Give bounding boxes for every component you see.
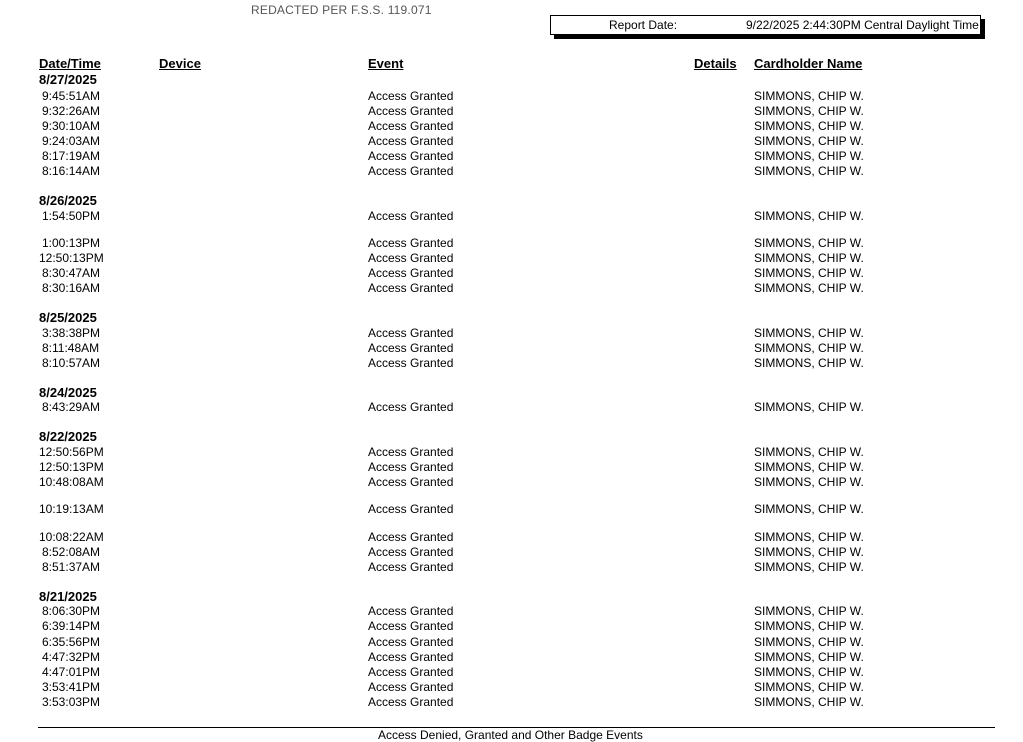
row-time: 10:48:08AM [39,475,104,489]
row-cardholder: SIMMONS, CHIP W. [754,400,864,414]
log-row [0,460,1023,475]
log-row [0,445,1023,460]
log-row [0,104,1023,119]
row-cardholder: SIMMONS, CHIP W. [754,460,864,474]
date-group-heading: 8/24/2025 [39,385,97,400]
log-row [0,530,1023,545]
log-row [0,326,1023,341]
row-event: Access Granted [368,604,454,618]
row-event: Access Granted [368,530,454,544]
log-row [0,665,1023,680]
row-cardholder: SIMMONS, CHIP W. [754,604,864,618]
row-cardholder: SIMMONS, CHIP W. [754,530,864,544]
row-cardholder: SIMMONS, CHIP W. [754,502,864,516]
row-event: Access Granted [368,341,454,355]
footer-text: Access Denied, Granted and Other Badge Events [378,728,643,742]
row-event: Access Granted [368,475,454,489]
row-time: 8:51:37AM [42,560,101,574]
row-time: 3:53:03PM [42,695,101,709]
log-row [0,356,1023,371]
row-event: Access Granted [368,356,454,370]
row-cardholder: SIMMONS, CHIP W. [754,209,864,223]
row-cardholder: SIMMONS, CHIP W. [754,251,864,265]
log-row [0,119,1023,134]
row-cardholder: SIMMONS, CHIP W. [754,326,864,340]
column-header-details: Details [694,56,737,71]
log-row [0,400,1023,415]
row-time: 9:32:26AM [42,104,101,118]
row-cardholder: SIMMONS, CHIP W. [754,281,864,295]
log-row [0,502,1023,517]
report-date-label: Report Date: [609,18,678,32]
row-cardholder: SIMMONS, CHIP W. [754,89,864,103]
row-event: Access Granted [368,281,454,295]
row-time: 4:47:32PM [42,650,101,664]
row-time: 12:50:13PM [39,251,104,265]
row-cardholder: SIMMONS, CHIP W. [754,560,864,574]
row-time: 8:30:16AM [42,281,101,295]
row-time: 10:08:22AM [39,530,104,544]
row-time: 8:30:47AM [42,266,101,280]
row-cardholder: SIMMONS, CHIP W. [754,445,864,459]
row-event: Access Granted [368,502,454,516]
row-time: 3:53:41PM [42,680,101,694]
row-time: 1:00:13PM [42,236,101,250]
row-cardholder: SIMMONS, CHIP W. [754,341,864,355]
log-row [0,164,1023,179]
log-row [0,545,1023,560]
log-row [0,341,1023,356]
row-event: Access Granted [368,326,454,340]
row-cardholder: SIMMONS, CHIP W. [754,475,864,489]
row-cardholder: SIMMONS, CHIP W. [754,356,864,370]
row-time: 8:17:19AM [42,149,101,163]
log-row [0,680,1023,695]
row-cardholder: SIMMONS, CHIP W. [754,619,864,633]
row-time: 4:47:01PM [42,665,101,679]
log-row [0,236,1023,251]
log-row [0,149,1023,164]
log-row [0,281,1023,296]
log-row [0,89,1023,104]
row-cardholder: SIMMONS, CHIP W. [754,134,864,148]
row-event: Access Granted [368,635,454,649]
row-cardholder: SIMMONS, CHIP W. [754,650,864,664]
row-event: Access Granted [368,680,454,694]
row-time: 6:39:14PM [42,619,101,633]
row-time: 9:45:51AM [42,89,101,103]
row-event: Access Granted [368,445,454,459]
row-time: 8:11:48AM [42,341,100,355]
log-row [0,619,1023,634]
date-group-heading: 8/22/2025 [39,429,97,444]
row-cardholder: SIMMONS, CHIP W. [754,149,864,163]
row-event: Access Granted [368,209,454,223]
row-time: 8:16:14AM [42,164,101,178]
date-group-heading: 8/26/2025 [39,193,97,208]
row-event: Access Granted [368,650,454,664]
date-group-heading: 8/21/2025 [39,589,97,604]
row-cardholder: SIMMONS, CHIP W. [754,164,864,178]
row-event: Access Granted [368,545,454,559]
row-time: 3:38:38PM [42,326,101,340]
row-cardholder: SIMMONS, CHIP W. [754,104,864,118]
log-row [0,635,1023,650]
row-time: 6:35:56PM [42,635,101,649]
row-time: 8:52:08AM [42,545,101,559]
row-event: Access Granted [368,695,454,709]
column-header-datetime: Date/Time [39,56,101,71]
row-event: Access Granted [368,164,454,178]
log-row [0,604,1023,619]
date-group-heading: 8/27/2025 [39,72,97,87]
row-event: Access Granted [368,149,454,163]
log-row [0,209,1023,224]
row-time: 8:43:29AM [42,400,101,414]
log-row [0,134,1023,149]
log-row [0,650,1023,665]
redaction-note: REDACTED PER F.S.S. 119.071 [251,3,432,17]
row-event: Access Granted [368,134,454,148]
row-time: 8:10:57AM [42,356,101,370]
date-group-heading: 8/25/2025 [39,310,97,325]
row-event: Access Granted [368,560,454,574]
row-cardholder: SIMMONS, CHIP W. [754,665,864,679]
row-event: Access Granted [368,665,454,679]
row-event: Access Granted [368,400,454,414]
row-time: 9:24:03AM [42,134,101,148]
row-time: 12:50:13PM [39,460,104,474]
row-event: Access Granted [368,236,454,250]
row-time: 1:54:50PM [42,209,101,223]
log-row [0,560,1023,575]
row-cardholder: SIMMONS, CHIP W. [754,635,864,649]
log-row [0,251,1023,266]
row-cardholder: SIMMONS, CHIP W. [754,695,864,709]
log-row [0,475,1023,490]
log-row [0,695,1023,710]
column-header-cardholder: Cardholder Name [754,56,863,71]
row-cardholder: SIMMONS, CHIP W. [754,680,864,694]
report-date-value: 9/22/2025 2:44:30PM Central Daylight Time [746,18,979,32]
row-cardholder: SIMMONS, CHIP W. [754,236,864,250]
column-header-device: Device [159,56,201,71]
row-time: 12:50:56PM [39,445,104,459]
row-event: Access Granted [368,266,454,280]
row-time: 8:06:30PM [42,604,101,618]
row-event: Access Granted [368,460,454,474]
row-event: Access Granted [368,89,454,103]
row-cardholder: SIMMONS, CHIP W. [754,119,864,133]
log-row [0,266,1023,281]
column-header-event: Event [368,56,404,71]
row-time: 9:30:10AM [42,119,101,133]
row-event: Access Granted [368,619,454,633]
row-cardholder: SIMMONS, CHIP W. [754,266,864,280]
row-event: Access Granted [368,251,454,265]
row-event: Access Granted [368,119,454,133]
row-time: 10:19:13AM [39,502,104,516]
report-date-box [550,15,981,35]
row-event: Access Granted [368,104,454,118]
row-cardholder: SIMMONS, CHIP W. [754,545,864,559]
